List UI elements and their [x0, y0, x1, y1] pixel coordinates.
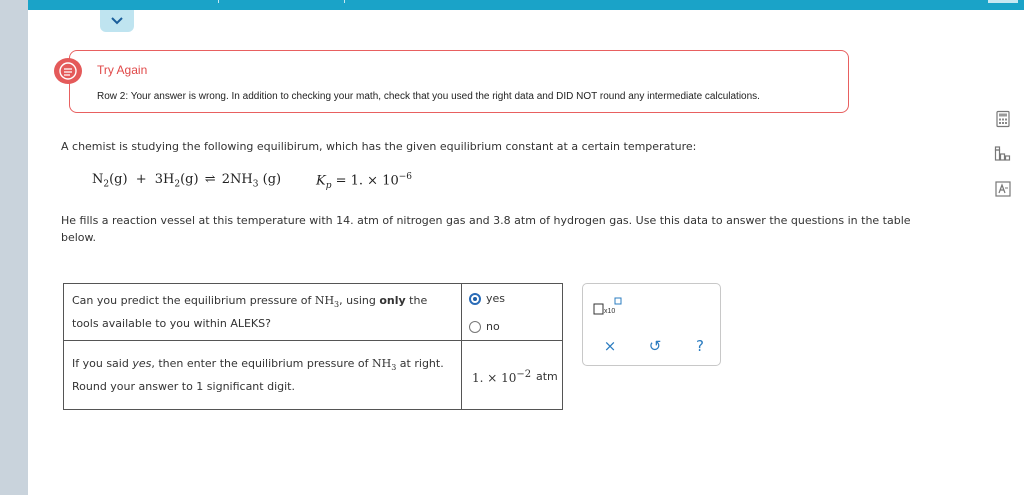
clear-button[interactable]	[600, 336, 620, 356]
collapse-toggle[interactable]	[100, 10, 134, 32]
chevron-down-icon	[111, 17, 123, 25]
periodic-table-icon	[994, 145, 1012, 163]
scientific-notation-icon	[593, 296, 623, 316]
calculator-icon	[994, 110, 1012, 128]
side-toolbar	[992, 108, 1020, 213]
data-button[interactable]	[992, 143, 1014, 165]
answer-2-input[interactable]	[462, 341, 563, 410]
help-button[interactable]	[690, 336, 710, 356]
reference-icon	[994, 180, 1012, 198]
radio-button[interactable]	[469, 321, 481, 333]
answer-1-cell	[462, 284, 563, 341]
close-icon: ×	[603, 337, 617, 355]
feedback-message: Row 2: Your answer is wrong. In addition to checking your math, check that you used the right data and DID NOT round any intermediate calculations.	[97, 91, 760, 102]
radio-button-selected[interactable]	[469, 293, 481, 305]
calculator-button[interactable]	[992, 108, 1014, 130]
radio-no[interactable]: no	[469, 320, 500, 333]
feedback-icon	[54, 58, 82, 84]
problem-intro: A chemist is studying the following equilibirum, which has the given equilibrium constant at a certain temperature:	[61, 140, 697, 153]
answer-value[interactable]: 1. × $10^{-2}$	[472, 369, 532, 385]
answer-unit: atm	[536, 370, 558, 383]
question-1: Can you predict the equilibrium pressure of $NH_3$, using only the tools available to you within ALEKS?	[64, 284, 462, 341]
table-row	[64, 284, 563, 341]
question-table	[63, 283, 563, 410]
radio-yes[interactable]: yes	[469, 292, 505, 305]
problem-conditions: He fills a reaction vessel at this temperature with 14. atm of nitrogen gas and 3.8 atm of hydrogen gas. Use this data to answer the questions in the table below.	[61, 214, 911, 244]
feedback-title: Try Again	[97, 63, 148, 77]
math-keypad	[582, 283, 721, 366]
equilibrium-constant: $K_p = 1$. × $10^{-6}$	[316, 172, 413, 191]
reference-button[interactable]	[992, 178, 1014, 200]
help-icon: ?	[696, 337, 704, 355]
question-2: If you said yes, then enter the equilibrium pressure of $NH_3$ at right. Round your answer to 1 significant digit.	[64, 341, 462, 410]
table-row	[64, 341, 563, 410]
svg-text:x10: x10	[604, 308, 616, 315]
scientific-notation-button[interactable]	[593, 296, 623, 316]
left-strip	[0, 0, 28, 495]
undo-button[interactable]	[645, 336, 665, 356]
reaction-equation: $N_2(g) + 3H_2(g)$ ⇌ $2NH_3$ (g)	[92, 172, 282, 190]
feedback-box	[69, 50, 849, 113]
undo-icon: ↺	[648, 337, 662, 355]
top-bar	[28, 0, 1024, 10]
